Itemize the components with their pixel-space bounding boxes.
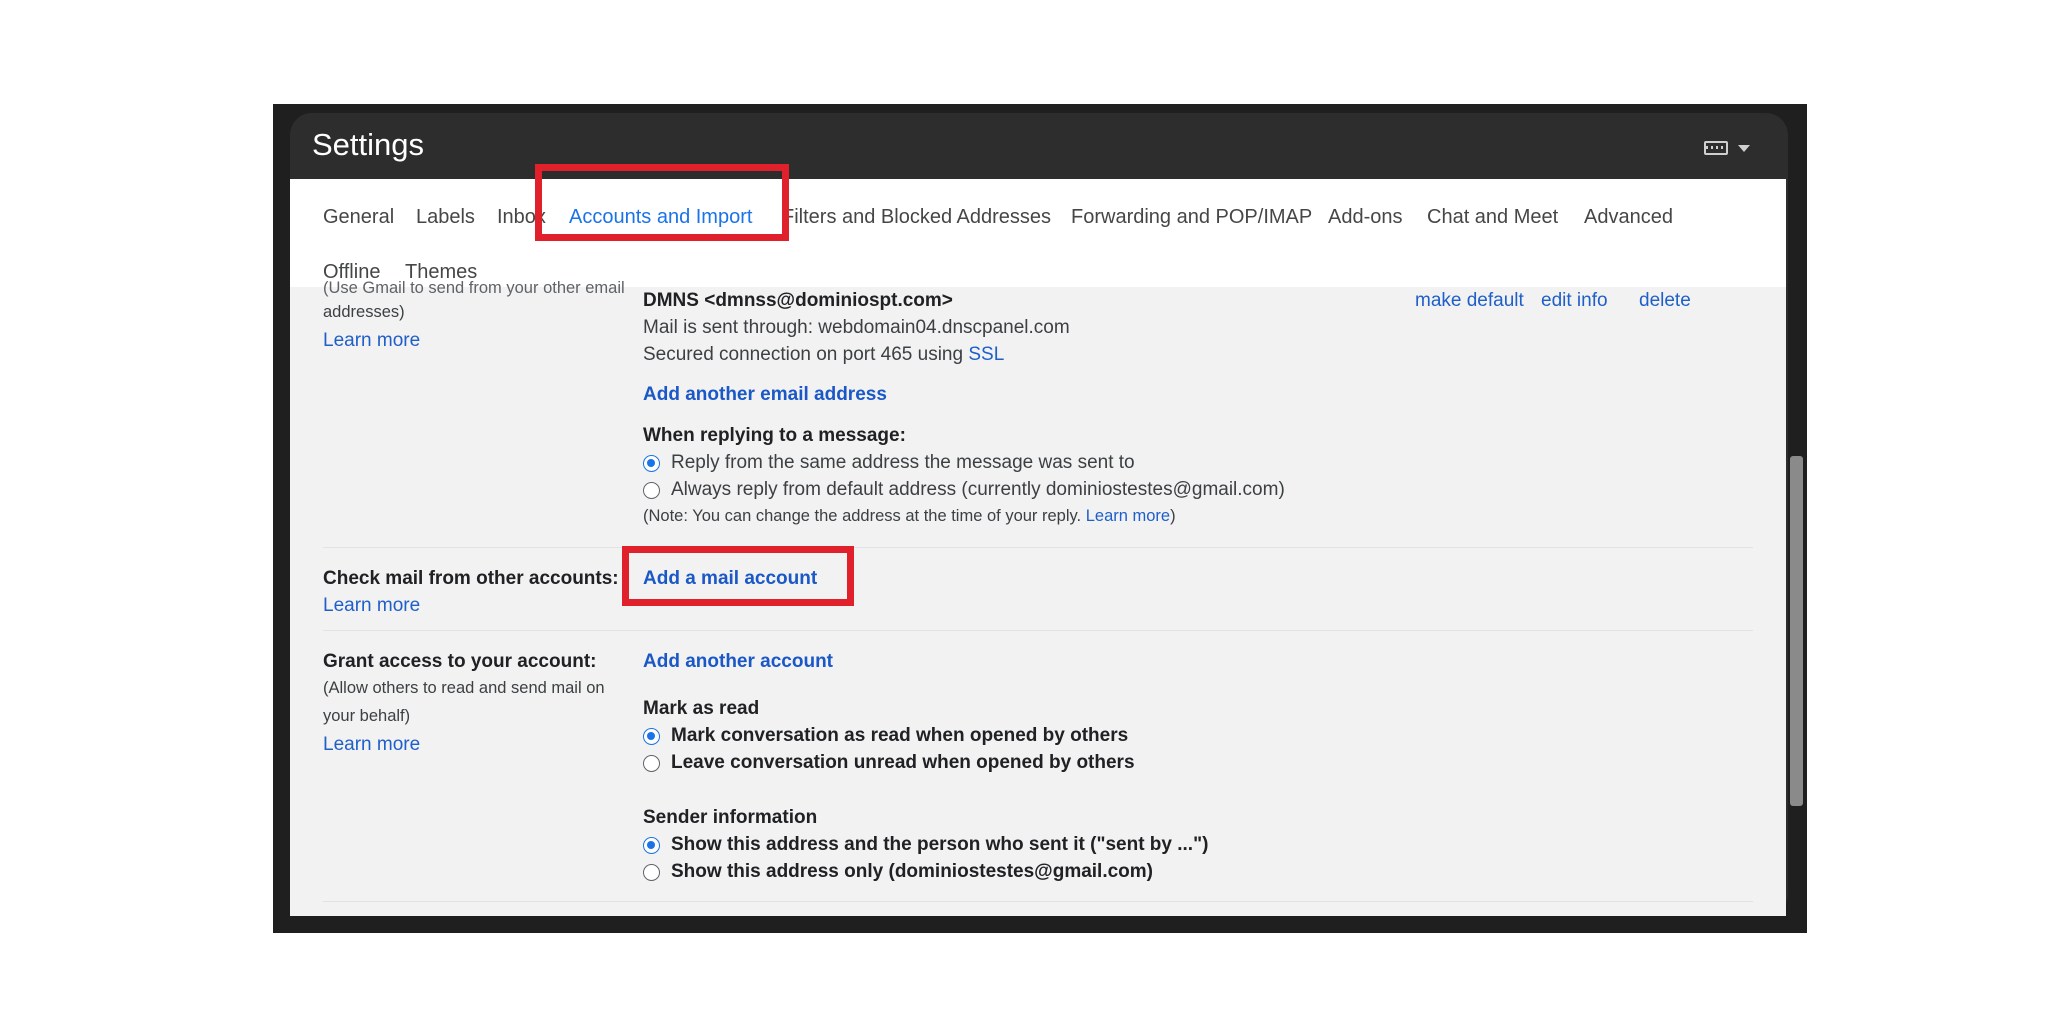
secured-connection-text: Secured connection on port 465 using [643,344,969,365]
grant-access-learn-more-link[interactable]: Learn more [323,734,421,755]
send-mail-as-description: (Use Gmail to send from your other email [323,279,625,297]
tab-forwarding[interactable]: Forwarding and POP/IMAP [1071,206,1313,228]
smtp-server-info: Mail is sent through: webdomain04.dnscpanel.com [643,317,1070,338]
settings-tabs [290,179,1786,287]
make-default-link[interactable]: make default [1415,290,1524,311]
show-both-label: Show this address and the person who sent it ("sent by ...") [671,834,1209,855]
show-only-radio[interactable] [643,864,660,881]
settings-content [290,279,1786,916]
mark-as-read-label [643,698,759,720]
highlight-add-mail-account [622,546,854,606]
reply-note-text: (Note: You can change the address at the time of your reply. [643,507,1086,525]
add-another-account-link[interactable]: Add another account [643,651,834,672]
section-divider [323,901,1753,902]
tab-themes[interactable]: Themes [405,261,478,283]
page-title: Settings [312,127,425,162]
add-another-email-address-link[interactable]: Add another email address [643,384,887,405]
tab-general[interactable]: General [323,206,395,228]
when-replying-label: When replying to a message: [643,425,906,446]
tab-filters[interactable]: Filters and Blocked Addresses [782,206,1052,228]
section-divider [323,547,1753,548]
tab-inbox[interactable]: Inbox [497,206,546,228]
reply-note-learn-more-link[interactable]: Learn more [1085,507,1171,525]
leave-unread-radio[interactable] [643,755,660,772]
check-mail-learn-more-link[interactable]: Learn more [323,595,421,616]
reply-default-address-label: Always reply from default address (currently dominiostestes@gmail.com) [671,479,1285,500]
add-mail-account-link[interactable]: Add a mail account [643,568,818,589]
leave-unread-label: Leave conversation unread when opened by others [671,752,1135,773]
reply-same-address-radio[interactable] [643,455,660,472]
reply-note-close-paren: ) [1170,507,1176,525]
show-both-radio[interactable] [643,837,660,854]
keyboard-menu-button[interactable] [1704,141,1750,155]
secured-connection-info [643,344,1004,366]
send-mail-as-description-2: addresses) [323,303,405,321]
reply-note [643,507,1176,526]
tab-offline[interactable]: Offline [323,261,381,283]
mark-as-read-heading: Mark as read [643,698,760,719]
sender-information-label: Sender information [643,807,818,828]
mark-read-radio[interactable] [643,728,660,745]
grant-access-description-2: your behalf) [323,707,411,725]
mark-read-label: Mark conversation as read when opened by others [671,725,1129,746]
show-only-label: Show this address only (dominiostestes@gmail.com) [671,861,1154,882]
send-as-account-name: DMNS <dmnss@dominiospt.com> [643,290,953,311]
section-divider [323,630,1753,631]
grant-access-description: (Allow others to read and send mail on [323,679,605,697]
send-mail-as-learn-more-link[interactable]: Learn more [323,330,421,351]
tab-advanced[interactable]: Advanced [1584,206,1673,228]
scrollbar-thumb[interactable] [1790,456,1803,806]
tab-add-ons[interactable]: Add-ons [1328,206,1403,228]
tab-chat-and-meet[interactable]: Chat and Meet [1427,206,1559,228]
keyboard-icon [1704,141,1728,155]
settings-panel [290,113,1788,916]
reply-default-address-radio[interactable] [643,482,660,499]
highlight-accounts-tab [535,164,789,241]
tab-accounts-and-import[interactable]: Accounts and Import [569,206,753,228]
tab-labels[interactable]: Labels [416,206,475,228]
ssl-link[interactable]: SSL [968,344,1005,365]
delete-link[interactable]: delete [1639,290,1691,311]
chevron-down-icon [1738,145,1750,152]
reply-same-address-label: Reply from the same address the message was sent to [671,452,1135,473]
grant-access-label: Grant access to your account: [323,651,597,672]
edit-info-link[interactable]: edit info [1541,290,1608,311]
check-mail-label: Check mail from other accounts: [323,568,619,589]
